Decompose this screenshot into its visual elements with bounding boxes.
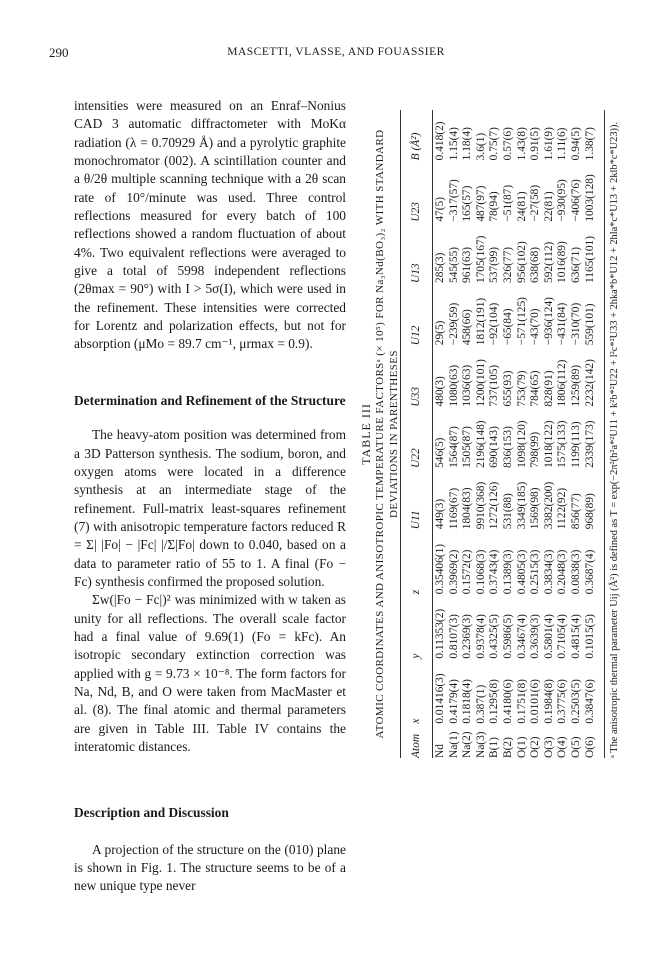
table-row xyxy=(543,110,557,758)
table-cell: 1812(191) xyxy=(474,297,487,346)
table-cell: 0.1295(8) xyxy=(488,679,501,724)
table-cell: 690(143) xyxy=(488,426,501,468)
table-footnote: ᵃ The anisotropic thermal parameter Uij (Å²) is defined as T = exp(−2π²(h²a*²U11 + k²b*²U22 + l²c*²U33 + 2hka*b*U12 + 2hla*c*U13 + 2klb*c*U23)). xyxy=(609,121,620,758)
table-cell: −51(87) xyxy=(501,184,514,222)
table-cell: 753(79) xyxy=(515,370,528,407)
table-row xyxy=(502,110,516,758)
column-header-z: z xyxy=(410,589,423,595)
table-cell: Na(1) xyxy=(447,731,460,758)
table-cell: B(1) xyxy=(488,737,501,758)
table-cell: −431(84) xyxy=(556,302,569,346)
column-header-y: y xyxy=(410,653,423,659)
table-cell: 784(65) xyxy=(529,370,542,407)
table-cell: O(4) xyxy=(556,736,569,758)
table-cell: 9910(368) xyxy=(474,481,487,530)
table-cell: O(5) xyxy=(569,736,582,758)
table-cell: 592(112) xyxy=(542,241,555,283)
table-cell: 0.1572(2) xyxy=(461,549,474,595)
table-cell: 0.1389(3) xyxy=(501,549,514,595)
table-cell: 856(77) xyxy=(569,493,582,530)
table-cell: 0.11353(2) xyxy=(434,608,446,659)
table-cell: 458(66) xyxy=(461,309,474,346)
table-cell: 0.5801(4) xyxy=(542,614,555,659)
table-cell: Na(2) xyxy=(461,731,474,758)
table-cell: 0.4180(6) xyxy=(501,679,514,724)
table-row xyxy=(529,110,543,758)
table-body xyxy=(434,110,597,758)
table-cell: −406(76) xyxy=(569,179,582,222)
table-cell: 3382(200) xyxy=(542,481,555,530)
table-cell: −239(59) xyxy=(447,302,460,346)
table-cell: 326(77) xyxy=(501,246,514,283)
table-label: TABLE III xyxy=(359,403,373,465)
table-cell: 2196(148) xyxy=(474,420,487,468)
column-header-u33: U33 xyxy=(410,386,423,407)
table-cell: 836(153) xyxy=(501,426,514,468)
table-cell: 3349(185) xyxy=(515,481,528,530)
table-cell: 1.15(4) xyxy=(447,127,460,161)
table-cell: 0.75(7) xyxy=(488,127,501,161)
table-row xyxy=(516,110,530,758)
table-cell: 0.4815(4) xyxy=(569,614,582,659)
section-heading-refinement: Determination and Refinement of the Structure xyxy=(74,392,346,408)
paragraph-refinement: The heavy-atom position was determined from a 3D Patterson synthesis. The sodium, boron, and oxygen atoms were located in a difference synthesis at an intermediate stage of the refinement. Full-matrix least-squares refinement (7) with anisotropic temperature factors reduced R = Σ| |Fo| − |Fc| |/Σ|Fo| down to 0.040, based on a data to parameter ratio of 55 to 1. A final (Fo − Fc) synthesis confirmed the proposed solution. xyxy=(74,427,346,589)
table-cell: 0.9378(4) xyxy=(474,614,487,659)
table-row xyxy=(584,110,598,758)
table-cell: O(1) xyxy=(515,736,528,758)
table-cell: 0.0101(6) xyxy=(529,679,542,724)
table-cell: 737(105) xyxy=(488,364,501,407)
table-cell: 0.4325(5) xyxy=(488,614,501,659)
table-row xyxy=(556,110,570,758)
table-cell: 0.5986(5) xyxy=(501,614,514,659)
table-cell: 2339(173) xyxy=(583,420,596,468)
table-row xyxy=(434,110,448,758)
table-cell: 2232(142) xyxy=(583,359,596,407)
table-cell: 545(55) xyxy=(447,246,460,283)
table-cell: 1564(87) xyxy=(447,426,460,468)
table-header-row xyxy=(402,110,432,758)
table-cell: 961(63) xyxy=(461,246,474,283)
section-heading-description: Description and Discussion xyxy=(74,805,229,821)
table-cell: 546(5) xyxy=(434,437,446,468)
table-cell: Nd xyxy=(434,744,446,758)
table-cell: 0.3775(6) xyxy=(556,679,569,724)
table-cell: 29(5) xyxy=(434,320,446,346)
table-cell: 78(94) xyxy=(488,191,501,222)
table-cell: 0.387(1) xyxy=(474,684,487,724)
column-header-atom: Atom xyxy=(410,733,423,758)
table-cell: 0.1068(3) xyxy=(474,549,487,595)
paragraph-description: A projection of the structure on the (010) plane is shown in Fig. 1. The structure seems to be of a new unique type never xyxy=(74,841,346,894)
table-cell: 0.3467(4) xyxy=(515,614,528,659)
table-cell: 3.6(1) xyxy=(474,132,487,161)
running-head: MASCETTI, VLASSE, AND FOUASSIER xyxy=(227,46,445,58)
table-cell: −92(104) xyxy=(488,302,501,346)
table-cell: 0.3687(4) xyxy=(583,549,596,595)
table-cell: 1169(67) xyxy=(447,487,460,530)
table-cell: 0.3639(3) xyxy=(529,614,542,659)
table-cell: 0.91(5) xyxy=(529,127,542,161)
table-cell: 1.43(8) xyxy=(515,127,528,161)
table-cell: 22(81) xyxy=(542,191,555,222)
table-cell: 480(3) xyxy=(434,376,446,407)
table-cell: 1016(89) xyxy=(556,241,569,283)
table-cell: 1036(63) xyxy=(461,364,474,407)
table-cell: −936(124) xyxy=(542,297,555,346)
table-cell: 1018(122) xyxy=(542,420,555,468)
table-cell: 0.3834(3) xyxy=(542,549,555,595)
table-cell: −930(95) xyxy=(556,179,569,222)
table-cell: −27(58) xyxy=(529,184,542,222)
table-cell: 1199(113) xyxy=(569,421,582,468)
table-cell: 798(99) xyxy=(529,431,542,468)
table-cell: 0.4179(4) xyxy=(447,679,460,724)
table-cell: 0.418(2) xyxy=(434,121,446,161)
table-cell: 1575(133) xyxy=(556,420,569,468)
table-cell: −310(70) xyxy=(569,302,582,346)
table-cell: 0.4805(3) xyxy=(515,549,528,595)
table-cell: 0.35406(1) xyxy=(434,543,446,595)
table-cell: 0.2048(3) xyxy=(556,549,569,595)
column-header-u12: U12 xyxy=(410,325,423,346)
table-cell: 1.61(9) xyxy=(542,127,555,161)
column-header-u11: U11 xyxy=(410,510,423,530)
table-cell: 537(99) xyxy=(488,246,501,283)
table-cell: 1.11(6) xyxy=(556,127,569,161)
table-cell: 655(93) xyxy=(501,370,514,407)
column-header-u13: U13 xyxy=(410,263,423,283)
table-cell: −317(57) xyxy=(447,179,460,222)
table-cell: 0.1818(4) xyxy=(461,679,474,724)
table-iii-rotated xyxy=(358,110,630,758)
table-cell: 1806(112) xyxy=(556,359,569,407)
table-cell: 0.2503(5) xyxy=(569,679,582,724)
table-cell: 559(101) xyxy=(583,303,596,346)
table-cell: 0.1984(8) xyxy=(542,679,555,724)
table-cell: 0.2515(3) xyxy=(529,549,542,595)
table-cell: −65(84) xyxy=(501,308,514,346)
table-row xyxy=(448,110,462,758)
table-cell: 1080(63) xyxy=(447,364,460,407)
table-top-rule xyxy=(400,110,401,758)
atomic-parameters-table xyxy=(402,110,597,758)
table-cell: 0.1751(8) xyxy=(515,679,528,724)
column-header-b: B (Å²) xyxy=(410,132,423,161)
table-cell: 1003(128) xyxy=(583,174,596,222)
table-row xyxy=(475,110,489,758)
table-cell: 0.94(5) xyxy=(569,127,582,161)
table-cell: 1505(87) xyxy=(461,426,474,468)
column-header-u22: U22 xyxy=(410,448,423,468)
table-cell: 0.2369(3) xyxy=(461,614,474,659)
table-cell: 285(3) xyxy=(434,252,446,283)
table-cell: 828(91) xyxy=(542,370,555,407)
table-cell: 968(89) xyxy=(583,493,596,530)
paragraph-minimization: Σw(|Fo − Fc|)² was minimized with w taken as unity for all reflections. The overall scale factor had a final value of 9.69(1) (Fo = kFc). An isotropic secondary extinction correction was applied with g = 9.73 × 10⁻⁸. The form factors for Na, Nd, B, and O were taken from MacMaster et al. (8). The final atomic and thermal parameters are given in Table III. Table IV contains the interatomic distances. xyxy=(74,592,346,754)
table-cell: 449(3) xyxy=(434,498,446,530)
table-cell: 1200(101) xyxy=(474,359,487,407)
page-number: 290 xyxy=(49,45,69,60)
table-cell: 1259(89) xyxy=(569,364,582,407)
table-cell: 1.18(4) xyxy=(461,127,474,161)
table-cell: B(2) xyxy=(501,737,514,758)
table-cell: 638(68) xyxy=(529,246,542,283)
table-cell: 531(88) xyxy=(501,493,514,530)
table-row xyxy=(488,110,502,758)
table-cell: 0.01416(3) xyxy=(434,673,446,724)
table-cell: 487(97) xyxy=(474,185,487,222)
table-cell: 1122(92) xyxy=(556,487,569,530)
table-cell: 1272(126) xyxy=(488,481,501,530)
table-cell: 47(5) xyxy=(434,196,446,222)
paragraph-measurement: intensities were measured on an Enraf–Nonius CAD 3 automatic diffractometer with MoKα radiation (λ = 0.70929 Å) and a pyrolytic graphite monochromator (002). A scintillation counter and a θ/2θ multiple scanning technique with a 2θ scan rate of 10°/minute was used. Three control reflections measured for every batch of 100 reflections showed a random fluctuation of about 4%. Two equivalent reflections were averaged to give a total of 5998 independent reflections (2θmax = 90°) with I > 5σ(I), which were used in the refinement. These intensities were corrected for Lorentz and polarization effects, but not for absorption (μMo = 89.7 cm⁻¹, μrmax = 0.9). xyxy=(74,98,346,352)
table-cell: 0.8107(3) xyxy=(447,614,460,659)
table-cell: 956(102) xyxy=(515,241,528,283)
table-cell: 0.1015(5) xyxy=(583,614,596,659)
table-cell: −43(70) xyxy=(529,308,542,346)
table-cell: 1705(167) xyxy=(474,235,487,283)
table-cell: 1804(83) xyxy=(461,487,474,530)
column-header-u23: U23 xyxy=(410,202,423,222)
table-cell: 0.57(6) xyxy=(501,127,514,161)
left-text-column xyxy=(74,97,346,896)
table-row xyxy=(461,110,475,758)
table-cell: O(6) xyxy=(583,736,596,758)
table-cell: Na(3) xyxy=(474,731,487,758)
table-row xyxy=(570,110,584,758)
table-cell: 1.38(7) xyxy=(583,127,596,161)
table-bottom-rule xyxy=(604,110,605,758)
table-cell: 636(71) xyxy=(569,246,582,283)
table-cell: 0.3969(2) xyxy=(447,549,460,595)
table-caption: ATOMIC COORDINATES AND ANISOTROPIC TEMPERATURE FACTORSᵃ (× 10⁵) FOR Na₃Nd(BO₃)₂ WITH STANDARD DEVIATIONS IN PARENTHESES xyxy=(374,129,400,739)
table-cell: 0.0838(3) xyxy=(569,549,582,595)
table-cell: 165(57) xyxy=(461,185,474,222)
table-cell: O(3) xyxy=(542,736,555,758)
table-cell: 24(81) xyxy=(515,191,528,222)
table-cell: 1098(120) xyxy=(515,420,528,468)
table-cell: 1569(98) xyxy=(529,487,542,530)
column-header-x: x xyxy=(410,718,423,724)
table-cell: −571(125) xyxy=(515,297,528,346)
table-cell: 0.3847(6) xyxy=(583,679,596,724)
table-cell: 0.7105(4) xyxy=(556,614,569,659)
table-cell: 0.3743(4) xyxy=(488,549,501,595)
table-cell: 1165(101) xyxy=(583,235,596,283)
table-cell: O(2) xyxy=(529,736,542,758)
